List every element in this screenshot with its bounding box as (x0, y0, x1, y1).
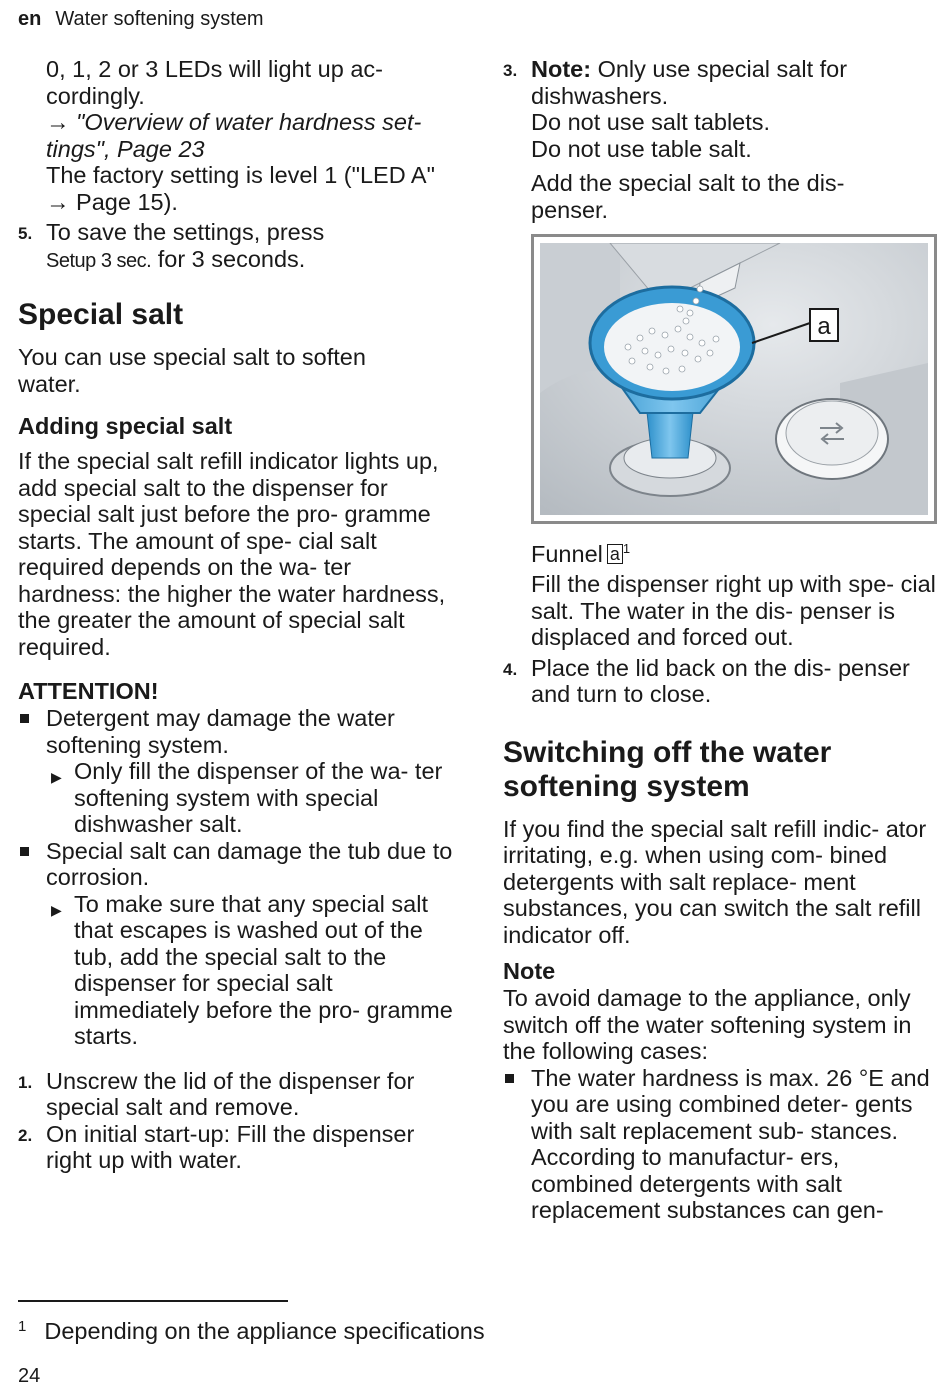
step-2: 2. On initial start-up: Fill the dispenser right up with water. (18, 1120, 415, 1173)
note-label: Note: (531, 56, 592, 82)
triangle-right-icon: ▶ (51, 901, 62, 918)
fill-instructions: Fill the dispenser right up with spe- cial salt. The water in the dis- penser is displaced and forced out. (531, 571, 936, 651)
factory-setting-text: The factory setting is level 1 ("LED A" → Page 15). (46, 162, 435, 215)
funnel-drawing (540, 243, 928, 515)
adding-paragraph: If the special salt refill indicator lights up, add special salt to the dispenser for special salt just before the pro- gramme starts. The amount of spe- cial salt required depends on the wa- ter hardness: the higher the water hardness, the greater the amount of special salt required. (18, 448, 446, 660)
bullet-square-icon (505, 1074, 514, 1083)
bullet-square-icon (20, 714, 29, 723)
step-1: 1. Unscrew the lid of the dispenser for special salt and remove. (18, 1067, 415, 1120)
step-number: 3. (503, 61, 518, 80)
continued-text: 0, 1, 2 or 3 LEDs will light up ac- cordingly. (46, 56, 383, 109)
step-text-2: for 3 seconds. (151, 245, 306, 272)
subsection-title-adding: Adding special salt (18, 413, 233, 439)
step-4: 4. Place the lid back on the dis- penser and turn to close. (503, 654, 910, 708)
bullet-item: The water hardness is max. 26 °E and you are using combined deter- gents with salt replacement sub- stances. According to manufactur- ers, combined detergents with salt replacement substances can gen- (503, 1065, 936, 1224)
callout-label-a: a (817, 313, 831, 340)
special-salt-intro: You can use special salt to soften water. (18, 344, 366, 397)
step-5 (18, 219, 458, 274)
step-text: To save the settings, press (46, 219, 325, 245)
footnote (18, 1318, 485, 1345)
footnote-separator (18, 1300, 288, 1302)
page-number: 24 (18, 1365, 41, 1387)
section-title-special-salt: Special salt (18, 298, 184, 331)
bullet-square-icon (20, 847, 29, 856)
step-number: 2. (18, 1125, 33, 1145)
header-title: Water softening system (55, 8, 264, 30)
funnel-illustration (531, 234, 937, 524)
attention-heading: ATTENTION! (18, 678, 159, 704)
right-column-lower (503, 536, 939, 1224)
sub-bullet-item: ▶ Only fill the dispenser of the wa- ter softening system with special dishwasher salt. (51, 758, 443, 837)
switching-off-paragraph: If you find the special salt refill indic- ator irritating, e.g. when using com- bined detergents with salt replace- ment substances, you can switch the salt refill indicator off. (503, 815, 927, 948)
footnote-text: Depending on the appliance specifications (44, 1318, 485, 1344)
left-column (18, 56, 458, 1174)
note-heading: Note (503, 958, 556, 985)
cross-reference-link[interactable]: → "Overview of water hardness set- tings", Page 23 (46, 109, 422, 162)
section-title-switching-off: Switching off the water softening system (503, 735, 832, 803)
footnote-number: 1 (18, 1318, 27, 1335)
funnel-caption: Funnel a $^1$ (531, 540, 631, 567)
right-column (503, 56, 939, 223)
step-3: 3. Note: Only use special salt for dishwashers. Do not use salt tablets. Do not use table salt. Add the special salt to the dis- penser. (503, 56, 939, 223)
setup-button-label: Setup 3 sec. (46, 249, 152, 272)
footnote-ref: 1 (622, 541, 631, 556)
triangle-right-icon: ▶ (51, 769, 62, 785)
note-text: To avoid damage to the appliance, only switch off the water softening system in the following cases: (503, 985, 912, 1065)
bullet-item: Special salt can damage the tub due to corrosion. (18, 838, 458, 891)
step-number: 4. (503, 659, 518, 679)
page-header (18, 8, 264, 31)
ref-box-a: a (607, 544, 623, 564)
bullet-item: Detergent may damage the water softening system. (18, 705, 458, 758)
step-number: 1. (18, 1072, 33, 1092)
language-code: en (18, 8, 42, 30)
step-number: 5. (18, 224, 33, 243)
sub-bullet-item: ▶ To make sure that any special salt that escapes is washed out of the tub, add the special salt to the dispenser for special salt immediately before the pro- gramme starts. (51, 890, 453, 1049)
add-salt-text: Add the special salt to the dis- penser. (531, 170, 845, 223)
